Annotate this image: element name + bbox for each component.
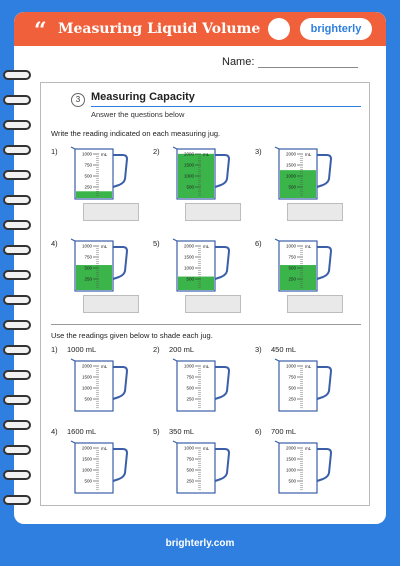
section-divider <box>51 324 361 325</box>
tick-label: 1000 <box>285 467 296 473</box>
heading-rule <box>91 106 361 107</box>
reading-label: 200 mL <box>169 345 195 354</box>
reading-label: 1000 mL <box>67 345 97 354</box>
binding-ring <box>3 470 31 480</box>
unit-label: mL <box>101 446 108 451</box>
unit-label: mL <box>203 364 210 369</box>
jug-body <box>177 443 215 493</box>
jug-handle <box>113 155 127 187</box>
measuring-jug <box>161 145 235 201</box>
unit-label: mL <box>203 446 210 451</box>
question-number: 5) <box>153 239 160 248</box>
tick-label: 2000 <box>81 363 92 369</box>
tick-label: 250 <box>186 478 194 484</box>
tick-label: 500 <box>288 184 296 190</box>
question-number: 3) <box>255 345 262 354</box>
tick-label: 750 <box>84 254 92 260</box>
unit-label: mL <box>305 446 312 451</box>
name-field[interactable] <box>258 67 358 68</box>
tick-label: 1000 <box>81 467 92 473</box>
jug-spout <box>275 147 279 149</box>
name-label: Name: <box>222 56 255 68</box>
tick-label: 2000 <box>183 151 194 157</box>
tick-label: 500 <box>84 173 92 179</box>
jug-body <box>75 361 113 411</box>
question-number: 1) <box>51 345 58 354</box>
tick-label: 750 <box>84 162 92 168</box>
section-heading: Measuring Capacity <box>91 91 195 103</box>
circle-icon <box>268 18 290 40</box>
answer-box[interactable] <box>83 295 139 313</box>
question-number: 5) <box>153 427 160 436</box>
tick-label: 750 <box>288 254 296 260</box>
binding-ring <box>3 420 31 430</box>
binding-ring <box>3 270 31 280</box>
tick-label: 500 <box>84 265 92 271</box>
tick-label: 500 <box>288 265 296 271</box>
worksheet <box>14 12 386 524</box>
page-title: Measuring Liquid Volume <box>58 21 261 37</box>
tick-label: 1000 <box>183 173 194 179</box>
binding-ring <box>3 120 31 130</box>
question-number: 3) <box>255 147 262 156</box>
unit-label: mL <box>203 152 210 157</box>
tick-label: 1000 <box>183 445 194 451</box>
liquid-level <box>76 265 112 290</box>
jug-handle <box>215 449 229 481</box>
binding-ring <box>3 445 31 455</box>
footer-url: brighterly.com <box>165 538 235 549</box>
reading-label: 1600 mL <box>67 427 97 436</box>
tick-label: 500 <box>186 184 194 190</box>
reading-label: 700 mL <box>271 427 297 436</box>
unit-label: mL <box>305 244 312 249</box>
tick-label: 1500 <box>81 374 92 380</box>
liquid-level <box>280 265 316 290</box>
part1-instruction: Write the reading indicated on each measuring jug. <box>51 129 221 138</box>
exercise-panel <box>40 82 370 506</box>
liquid-level <box>178 277 214 290</box>
unit-label: mL <box>203 244 210 249</box>
measuring-jug[interactable] <box>263 357 337 413</box>
unit-label: mL <box>305 364 312 369</box>
binding-ring <box>3 320 31 330</box>
tick-label: 1000 <box>81 385 92 391</box>
reading-label: 350 mL <box>169 427 195 436</box>
jug-spout <box>173 441 177 443</box>
jug-handle <box>215 367 229 399</box>
question-number: 4) <box>51 239 58 248</box>
reading-label: 450 mL <box>271 345 297 354</box>
question-number: 6) <box>255 427 262 436</box>
jug-spout <box>173 359 177 361</box>
jug-body <box>279 361 317 411</box>
tick-label: 2000 <box>81 445 92 451</box>
jug-handle <box>113 367 127 399</box>
tick-label: 250 <box>84 184 92 190</box>
tick-label: 1000 <box>81 243 92 249</box>
tick-label: 750 <box>186 374 194 380</box>
binding-ring <box>3 95 31 105</box>
question-number: 1) <box>51 147 58 156</box>
binding-ring <box>3 145 31 155</box>
question-number: 2) <box>153 345 160 354</box>
measuring-jug[interactable] <box>161 357 235 413</box>
tick-label: 500 <box>288 478 296 484</box>
binding-ring <box>3 395 31 405</box>
tick-label: 1000 <box>183 265 194 271</box>
brighterly-logo: brighterly <box>300 18 372 40</box>
question-number: 4) <box>51 427 58 436</box>
measuring-jug <box>263 237 337 293</box>
section-subheading: Answer the questions below <box>91 110 185 119</box>
tick-label: 750 <box>186 456 194 462</box>
jug-handle <box>113 247 127 279</box>
tick-label: 1000 <box>285 243 296 249</box>
measuring-jug[interactable] <box>161 439 235 495</box>
tick-label: 1500 <box>81 456 92 462</box>
jug-handle <box>317 155 331 187</box>
question-number: 6) <box>255 239 262 248</box>
tick-label: 500 <box>186 385 194 391</box>
binding-ring <box>3 295 31 305</box>
quote-icon: “ <box>34 18 47 44</box>
measuring-jug <box>263 145 337 201</box>
section-number: 3 <box>71 93 85 107</box>
jug-handle <box>215 247 229 279</box>
tick-label: 500 <box>84 478 92 484</box>
tick-label: 500 <box>186 276 194 282</box>
binding-ring <box>3 170 31 180</box>
measuring-jug[interactable] <box>59 439 133 495</box>
tick-label: 500 <box>288 385 296 391</box>
tick-label: 2000 <box>285 151 296 157</box>
jug-spout <box>71 441 75 443</box>
answer-box[interactable] <box>287 203 343 221</box>
binding-ring <box>3 370 31 380</box>
jug-handle <box>317 247 331 279</box>
tick-label: 1000 <box>183 363 194 369</box>
jug-spout <box>275 239 279 241</box>
jug-spout <box>275 359 279 361</box>
tick-label: 250 <box>186 396 194 402</box>
tick-label: 500 <box>186 467 194 473</box>
measuring-jug <box>59 145 133 201</box>
binding-ring <box>3 245 31 255</box>
jug-spout <box>71 239 75 241</box>
jug-spout <box>173 147 177 149</box>
tick-label: 2000 <box>285 445 296 451</box>
tick-label: 1000 <box>285 363 296 369</box>
question-number: 2) <box>153 147 160 156</box>
answer-box[interactable] <box>83 203 139 221</box>
measuring-jug <box>59 237 133 293</box>
tick-label: 1500 <box>285 456 296 462</box>
tick-label: 1000 <box>285 173 296 179</box>
jug-spout <box>173 239 177 241</box>
measuring-jug[interactable] <box>263 439 337 495</box>
tick-label: 1000 <box>81 151 92 157</box>
tick-label: 750 <box>288 374 296 380</box>
unit-label: mL <box>101 364 108 369</box>
measuring-jug[interactable] <box>59 357 133 413</box>
tick-label: 1500 <box>285 162 296 168</box>
binding-ring <box>3 220 31 230</box>
unit-label: mL <box>305 152 312 157</box>
answer-box[interactable] <box>185 295 241 313</box>
liquid-level <box>76 191 112 198</box>
binding-ring <box>3 495 31 505</box>
answer-box[interactable] <box>287 295 343 313</box>
jug-body <box>177 361 215 411</box>
jug-spout <box>275 441 279 443</box>
unit-label: mL <box>101 152 108 157</box>
binding-ring <box>3 70 31 80</box>
tick-label: 250 <box>84 276 92 282</box>
tick-label: 2000 <box>183 243 194 249</box>
jug-handle <box>215 155 229 187</box>
tick-label: 1500 <box>183 254 194 260</box>
tick-label: 500 <box>84 396 92 402</box>
jug-body <box>279 443 317 493</box>
part2-instruction: Use the readings given below to shade each jug. <box>51 331 213 340</box>
binding-ring <box>3 195 31 205</box>
answer-box[interactable] <box>185 203 241 221</box>
tick-label: 250 <box>288 276 296 282</box>
jug-handle <box>317 449 331 481</box>
jug-spout <box>71 359 75 361</box>
tick-label: 250 <box>288 396 296 402</box>
unit-label: mL <box>101 244 108 249</box>
jug-handle <box>317 367 331 399</box>
jug-spout <box>71 147 75 149</box>
binding-ring <box>3 345 31 355</box>
title-banner <box>14 12 386 46</box>
jug-body <box>75 443 113 493</box>
jug-handle <box>113 449 127 481</box>
tick-label: 1500 <box>183 162 194 168</box>
measuring-jug <box>161 237 235 293</box>
